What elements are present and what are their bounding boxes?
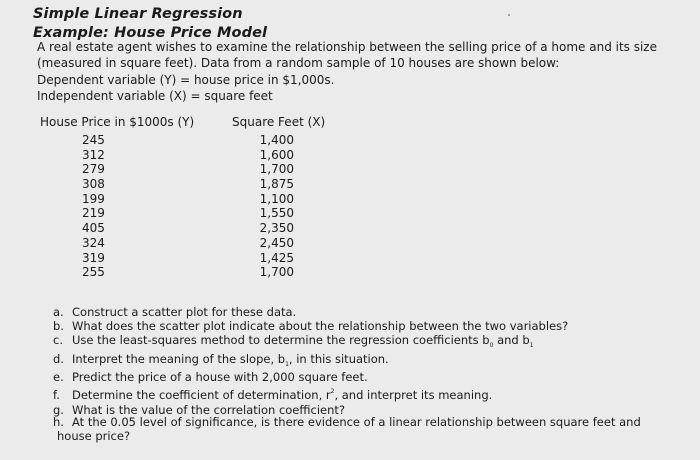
page-title: Simple Linear Regression bbox=[33, 6, 243, 22]
question-text: Predict the price of a house with 2,000 square feet. bbox=[72, 370, 368, 384]
question-text: Use the least-squares method to determine the regression coefficients b bbox=[72, 333, 490, 347]
question-text: What is the value of the correlation coefficient? bbox=[72, 403, 345, 417]
question-letter: b. bbox=[53, 319, 64, 333]
superscript-two: 2 bbox=[330, 388, 335, 395]
question-text: At the 0.05 level of significance, is there evidence of a linear relationship between square feet and bbox=[72, 415, 641, 429]
question-text-tail: , and interpret its meaning. bbox=[334, 388, 493, 402]
question-text-tail: , in this situation. bbox=[288, 352, 389, 366]
subscript-one: 1 bbox=[529, 342, 534, 349]
sqft-cell: 1,600 bbox=[259, 147, 294, 162]
sqft-cell: 1,100 bbox=[259, 191, 294, 206]
sqft-cell: 1,700 bbox=[259, 162, 294, 177]
question-text-mid: and b bbox=[493, 333, 530, 347]
question-b bbox=[53, 319, 568, 333]
question-text: What does the scatter plot indicate about the relationship between the two variables? bbox=[72, 319, 569, 333]
question-d bbox=[53, 352, 389, 368]
question-text: Determine the coefficient of determination, r bbox=[72, 388, 331, 402]
stray-dot bbox=[508, 14, 510, 16]
question-letter: f. bbox=[53, 388, 60, 402]
table-header-price: House Price in $1000s (Y) bbox=[40, 115, 195, 129]
price-cell: 199 bbox=[82, 191, 105, 206]
price-cell: 312 bbox=[82, 147, 105, 162]
intro-line-1: A real estate agent wishes to examine the relationship between the selling price of a home and its size bbox=[37, 40, 657, 54]
question-c bbox=[53, 333, 534, 349]
question-text: Interpret the meaning of the slope, b bbox=[72, 352, 286, 366]
table-header-sqft: Square Feet (X) bbox=[232, 115, 326, 129]
question-text: Construct a scatter plot for these data. bbox=[72, 305, 297, 319]
sqft-cell: 1,875 bbox=[259, 177, 294, 192]
question-h-line-2: house price? bbox=[57, 429, 131, 443]
example-subtitle: Example: House Price Model bbox=[33, 25, 268, 41]
price-cell: 324 bbox=[82, 235, 105, 250]
price-cell: 319 bbox=[82, 250, 105, 265]
sqft-cell: 1,400 bbox=[259, 133, 294, 147]
intro-line-2: (measured in square feet). Data from a random sample of 10 houses are shown below: bbox=[37, 56, 560, 70]
question-letter: a. bbox=[53, 305, 64, 319]
price-cell: 245 bbox=[82, 133, 105, 147]
price-cell: 405 bbox=[82, 221, 105, 236]
question-a bbox=[53, 305, 296, 319]
sqft-cell: 2,350 bbox=[259, 221, 294, 236]
question-f bbox=[53, 388, 492, 402]
question-letter: h. bbox=[53, 415, 64, 429]
intro-line-4: Independent variable (X) = square feet bbox=[37, 89, 273, 103]
sqft-cell: 1,425 bbox=[259, 250, 294, 265]
sqft-cell: 1,550 bbox=[259, 206, 294, 221]
price-column bbox=[82, 133, 105, 280]
subscript-one: 1 bbox=[285, 361, 289, 368]
question-h bbox=[53, 415, 641, 429]
price-cell: 279 bbox=[82, 162, 105, 177]
sqft-column bbox=[256, 133, 294, 280]
question-letter: e. bbox=[53, 370, 64, 384]
question-e bbox=[53, 370, 368, 384]
subscript-zero: 0 bbox=[489, 342, 494, 349]
question-letter: g. bbox=[53, 403, 64, 417]
price-cell: 255 bbox=[82, 265, 105, 280]
intro-line-3: Dependent variable (Y) = house price in $1,000s. bbox=[37, 73, 335, 87]
question-letter: d. bbox=[53, 352, 64, 366]
price-cell: 219 bbox=[82, 206, 105, 221]
sqft-cell: 1,700 bbox=[259, 265, 294, 280]
question-letter: c. bbox=[53, 333, 63, 347]
price-cell: 308 bbox=[82, 177, 105, 192]
sqft-cell: 2,450 bbox=[259, 235, 294, 250]
